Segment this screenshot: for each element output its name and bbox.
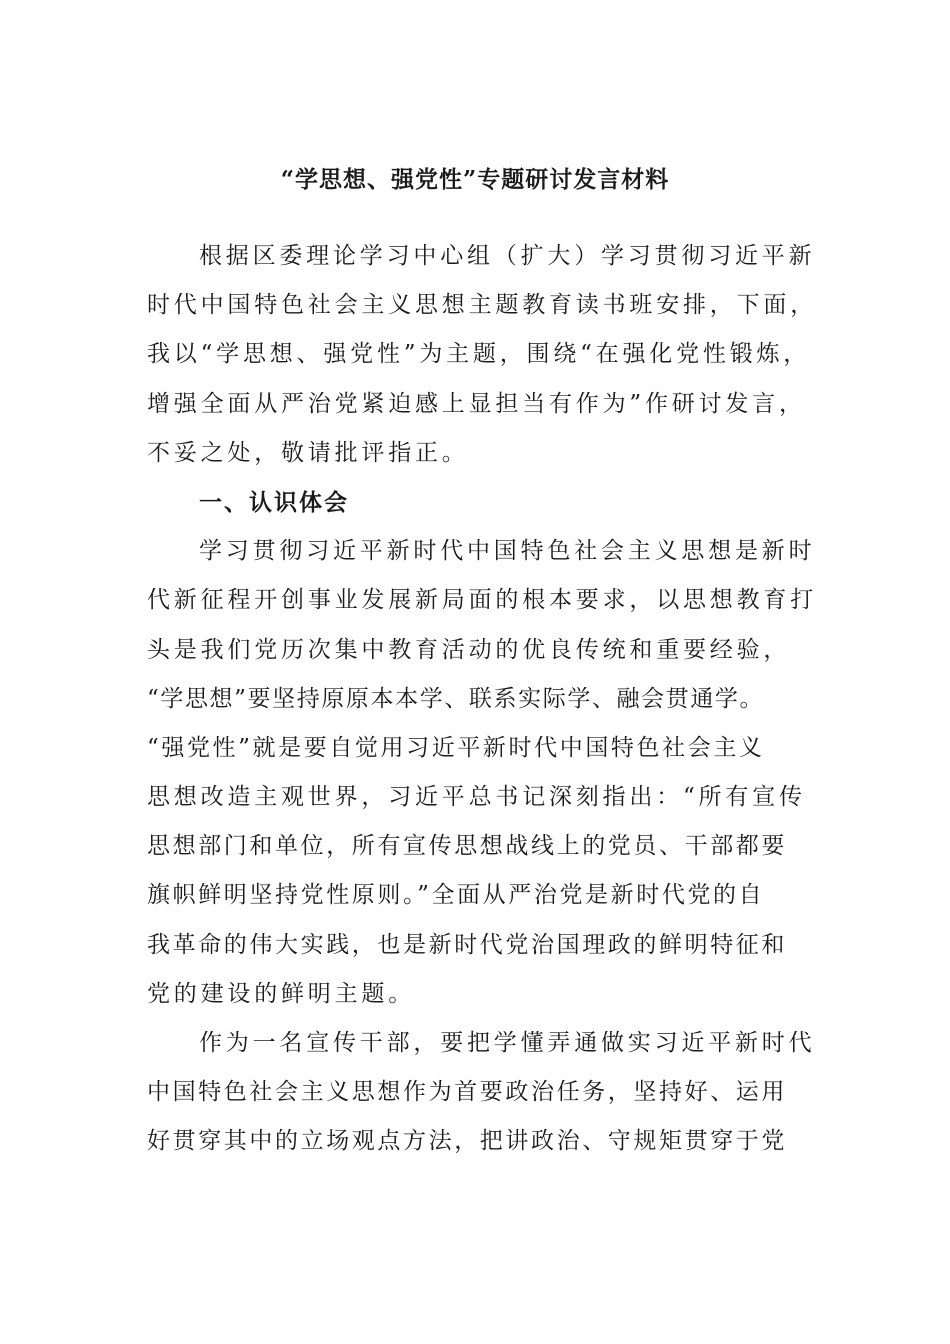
paragraph-line: 思想改造主观世界，习近平总书记深刻指出：“所有宣传 [147, 784, 806, 811]
paragraph-line: 思想部门和单位，所有宣传思想战线上的党员、干部都要 [147, 833, 787, 860]
section-heading [147, 478, 807, 527]
paragraph-line: 旗帜鲜明坚持党性原则。”全面从严治党是新时代党的自 [147, 882, 765, 909]
paragraph-line: 好贯穿其中的立场观点方法，把讲政治、守规矩贯穿于党 [147, 1128, 787, 1155]
document-title: “学思想、强党性”专题研讨发言材料 [280, 166, 670, 193]
paragraph-line: 增强全面从严治党紧迫感上显担当有作为”作研讨发言， [147, 390, 806, 417]
paragraph-line: 不妥之处，敬请批评指正。 [147, 439, 469, 466]
paragraph-understanding [147, 527, 817, 1019]
section-heading-text: 一、认识体会 [199, 488, 349, 516]
paragraph-line: “强党性”就是要自觉用习近平新时代中国特色社会主义 [147, 734, 765, 761]
document-body [147, 232, 817, 1167]
paragraph-line: 我革命的伟大实践，也是新时代党治国理政的鲜明特征和 [147, 931, 787, 958]
paragraph-line: 作为一名宣传干部，要把学懂弄通做实习近平新时代 [199, 1030, 816, 1056]
paragraph-line: 头是我们党历次集中教育活动的优良传统和重要经验， [147, 636, 791, 663]
paragraph-line: 根据区委理论学习中心组（扩大）学习贯彻习近平新 [199, 243, 816, 269]
paragraph-cadre-role [147, 1019, 816, 1167]
paragraph-line: 时代中国特色社会主义思想主题教育读书班安排，下面， [147, 292, 817, 319]
paragraph-line: 中国特色社会主义思想作为首要政治任务，坚持好、运用 [147, 1079, 787, 1106]
paragraph-intro [147, 232, 817, 478]
paragraph-line: 党的建设的鲜明主题。 [147, 980, 415, 1007]
paragraph-line: “学思想”要坚持原原本本学、联系实际学、融会贯通学。 [147, 685, 765, 712]
paragraph-line: 我以“学思想、强党性”为主题，围绕“在强化党性锻炼， [147, 341, 811, 368]
paragraph-line: 代新征程开创事业发展新局面的根本要求，以思想教育打 [147, 587, 817, 614]
paragraph-line: 学习贯彻习近平新时代中国特色社会主义思想是新时 [199, 538, 816, 565]
